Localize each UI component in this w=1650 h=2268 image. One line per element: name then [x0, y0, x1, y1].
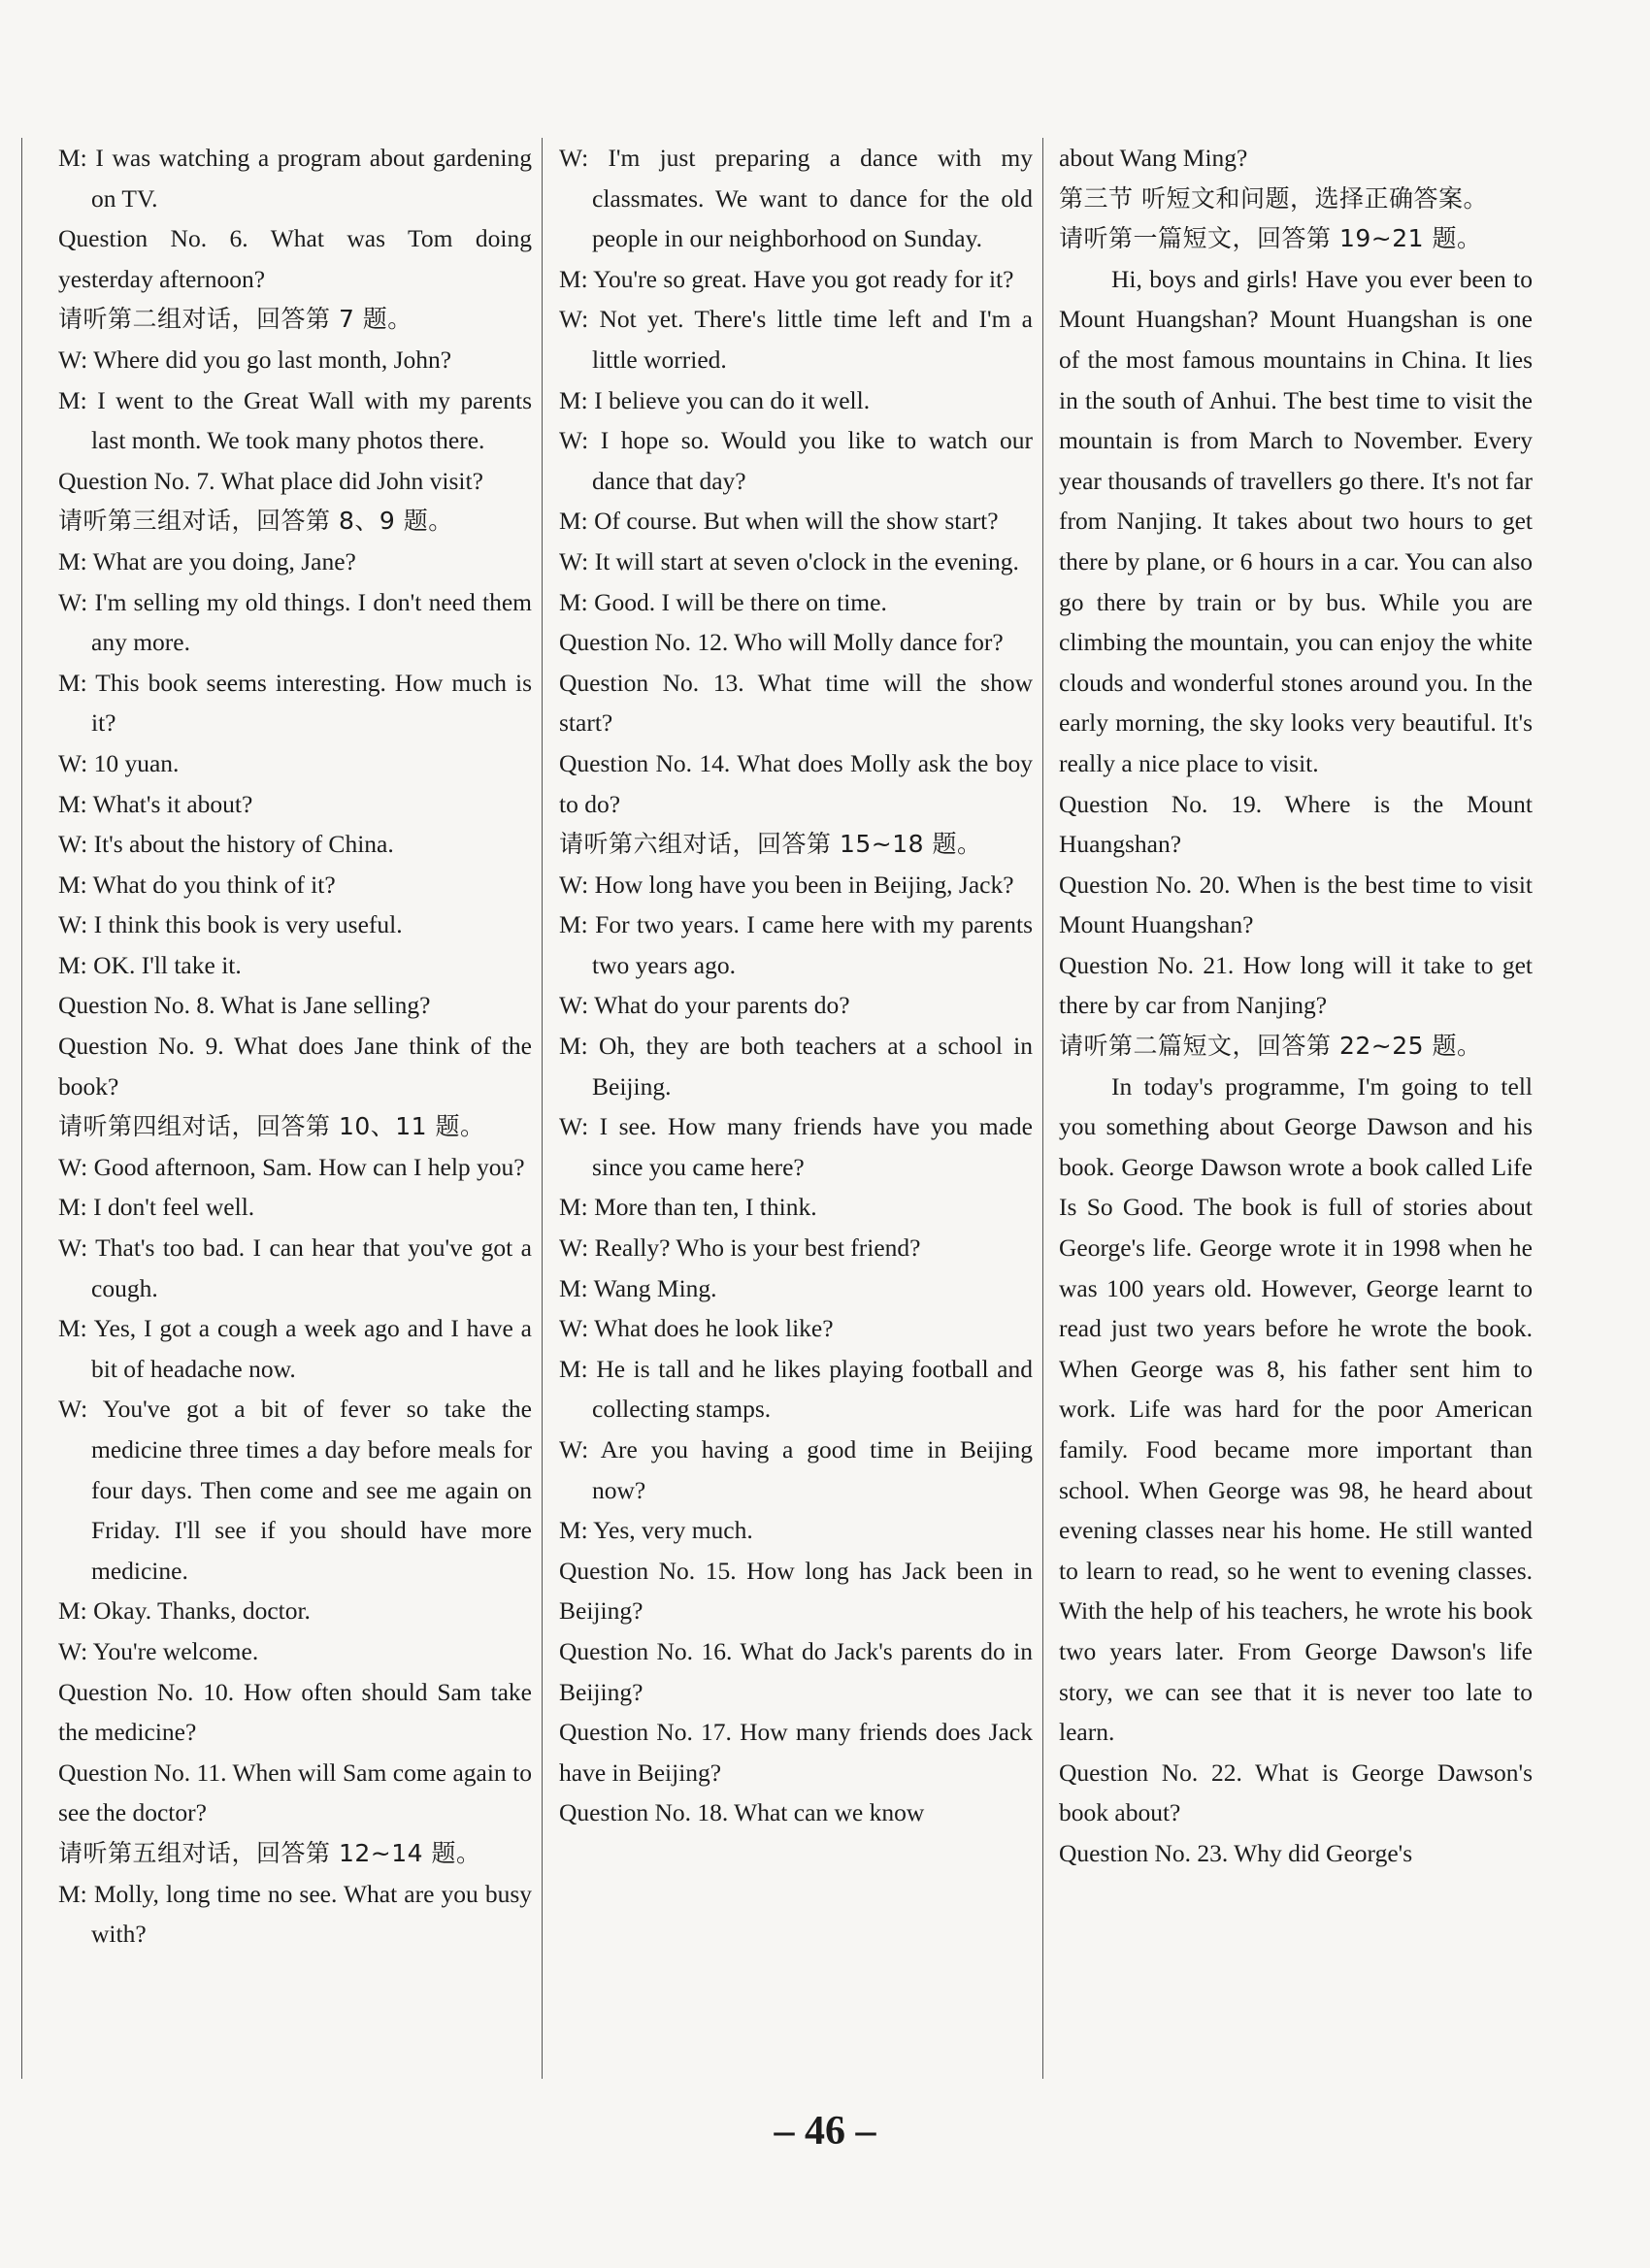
- dialogue-line: M: What are you doing, Jane?: [58, 546, 356, 575]
- section-instruction: 请听第五组对话，回答第 12~14 题。: [58, 1838, 481, 1867]
- dialogue-line: W: Are you having a good time in Beijing now?: [559, 1435, 1033, 1504]
- passage-paragraph: Hi, boys and girls! Have you ever been to Mount Huangshan? Mount Huangshan is one of the most famous mountains in China. It lies in the south of Anhui. The best time to visit the mountain is from March to November. Every year thousands of travellers go there. It's not far from Nanjing. It takes about two hours to get there by plane, or 6 hours in a car. You can also go there by train or by bus. While you are climbing the mountain, you can enjoy the white clouds and wonderful stones around you. In the early morning, the sky looks very beautiful. It's really a nice place to visit.: [1059, 264, 1533, 777]
- dialogue-line: W: That's too bad. I can hear that you've got a cough.: [58, 1233, 532, 1302]
- dialogue-line: W: I hope so. Would you like to watch our dance that day?: [559, 426, 1033, 495]
- dialogue-line: W: 10 yuan.: [58, 748, 180, 777]
- column-divider: [542, 138, 543, 2079]
- question-line: Question No. 14. What does Molly ask the boy to do?: [559, 748, 1033, 818]
- dialogue-line: M: Yes, I got a cough a week ago and I have a bit of headache now.: [58, 1314, 532, 1383]
- question-line: Question No. 17. How many friends does Jack have in Beijing?: [559, 1718, 1033, 1787]
- dialogue-line: W: How long have you been in Beijing, Jack?: [559, 870, 1014, 899]
- dialogue-line: W: I think this book is very useful.: [58, 910, 403, 939]
- section-instruction: 请听第二组对话，回答第 7 题。: [58, 305, 412, 334]
- dialogue-line: M: What's it about?: [58, 789, 253, 818]
- text-column-3: [1059, 138, 1533, 1874]
- dialogue-line: W: I see. How many friends have you made since you came here?: [559, 1112, 1033, 1181]
- question-line: Question No. 6. What was Tom doing yesterday afternoon?: [58, 224, 532, 293]
- question-line: Question No. 7. What place did John visit?: [58, 466, 483, 495]
- column-divider: [21, 138, 22, 2079]
- dialogue-line: W: Not yet. There's little time left and I'm a little worried.: [559, 305, 1033, 374]
- dialogue-line: M: More than ten, I think.: [559, 1193, 817, 1222]
- dialogue-line: W: You've got a bit of fever so take the medicine three times a day before meals for four days. Then come and see me again on Friday. I'll see if you should have more medicine.: [58, 1395, 532, 1585]
- dialogue-line: M: I went to the Great Wall with my parents last month. We took many photos there.: [58, 385, 532, 455]
- dialogue-line: M: Good. I will be there on time.: [559, 587, 887, 616]
- dialogue-line: W: You're welcome.: [58, 1636, 259, 1665]
- question-line: Question No. 19. Where is the Mount Huangshan?: [1059, 789, 1533, 859]
- dialogue-line: W: What do your parents do?: [559, 991, 850, 1020]
- dialogue-line: M: I believe you can do it well.: [559, 385, 871, 414]
- dialogue-line: M: Yes, very much.: [559, 1516, 753, 1545]
- question-line: Question No. 10. How often should Sam take the medicine?: [58, 1677, 532, 1747]
- section-instruction: 第三节 听短文和问题，选择正确答案。: [1059, 183, 1488, 213]
- dialogue-line: M: OK. I'll take it.: [58, 950, 242, 979]
- dialogue-line: M: Okay. Thanks, doctor.: [58, 1596, 311, 1626]
- dialogue-line: M: Molly, long time no see. What are you busy with?: [58, 1879, 532, 1949]
- text-column-1: [58, 138, 532, 1955]
- dialogue-line: W: Really? Who is your best friend?: [559, 1233, 921, 1263]
- dialogue-line: W: What does he look like?: [559, 1314, 834, 1343]
- question-line: Question No. 13. What time will the show start?: [559, 668, 1033, 738]
- question-line: Question No. 8. What is Jane selling?: [58, 991, 431, 1020]
- question-line: Question No. 18. What can we know: [559, 1798, 925, 1827]
- dialogue-line: W: I'm just preparing a dance with my classmates. We want to dance for the old people in our neighborhood on Sunday.: [559, 144, 1033, 253]
- section-instruction: 请听第三组对话，回答第 8、9 题。: [58, 507, 453, 536]
- dialogue-line: M: This book seems interesting. How much is it?: [58, 668, 532, 738]
- question-line: Question No. 21. How long will it take to get there by car from Nanjing?: [1059, 950, 1533, 1020]
- question-line: Question No. 11. When will Sam come again to see the doctor?: [58, 1758, 532, 1827]
- section-instruction: 请听第二篇短文，回答第 22~25 题。: [1059, 1032, 1482, 1061]
- question-line: about Wang Ming?: [1059, 144, 1248, 172]
- section-instruction: 请听第四组对话，回答第 10、11 题。: [58, 1112, 485, 1141]
- page-number: – 46 –: [774, 2109, 876, 2153]
- text-column-2: [559, 138, 1033, 1833]
- question-line: Question No. 20. When is the best time to visit Mount Huangshan?: [1059, 870, 1533, 939]
- passage-paragraph: In today's programme, I'm going to tell you something about George Dawson and his book. George Dawson wrote a book called Life Is So Good. The book is full of stories about George's life. George wrote it in 1998 when he was 100 years old. However, George learnt to read just two years before he wrote the book. When George was 8, his father sent him to work. Life was hard for the poor American family. Food became more important than school. When George was 98, he heard about evening classes near his home. He still wanted to learn to read, so he went to evening classes. With the help of his teachers, he wrote his book two years later. From George Dawson's life story, we can see that it is never too late to learn.: [1059, 1071, 1533, 1747]
- section-instruction: 请听第一篇短文，回答第 19~21 题。: [1059, 224, 1482, 253]
- dialogue-line: M: You're so great. Have you got ready for it?: [559, 264, 1014, 293]
- dialogue-line: M: Wang Ming.: [559, 1273, 717, 1302]
- question-line: Question No. 16. What do Jack's parents do in Beijing?: [559, 1636, 1033, 1706]
- dialogue-line: M: Of course. But when will the show start?: [559, 507, 999, 536]
- dialogue-line: W: It will start at seven o'clock in the evening.: [559, 546, 1019, 575]
- dialogue-line: M: What do you think of it?: [58, 870, 336, 899]
- section-instruction: 请听第六组对话，回答第 15~18 题。: [559, 830, 982, 859]
- dialogue-line: M: Oh, they are both teachers at a school in Beijing.: [559, 1032, 1033, 1101]
- column-divider: [1042, 138, 1043, 2079]
- question-line: Question No. 12. Who will Molly dance for?: [559, 628, 1004, 657]
- question-line: Question No. 9. What does Jane think of the book?: [58, 1032, 532, 1101]
- dialogue-line: W: It's about the history of China.: [58, 830, 394, 859]
- dialogue-line: M: He is tall and he likes playing football and collecting stamps.: [559, 1354, 1033, 1424]
- dialogue-line: W: Good afternoon, Sam. How can I help you?: [58, 1152, 525, 1181]
- question-line: Question No. 22. What is George Dawson's book about?: [1059, 1758, 1533, 1827]
- dialogue-line: W: Where did you go last month, John?: [58, 345, 452, 374]
- dialogue-line: M: I don't feel well.: [58, 1193, 255, 1222]
- dialogue-line: M: I was watching a program about gardening on TV.: [58, 144, 532, 213]
- dialogue-line: W: I'm selling my old things. I don't need them any more.: [58, 587, 532, 657]
- dialogue-line: M: For two years. I came here with my parents two years ago.: [559, 910, 1033, 979]
- question-line: Question No. 23. Why did George's: [1059, 1838, 1413, 1867]
- question-line: Question No. 15. How long has Jack been in Beijing?: [559, 1556, 1033, 1626]
